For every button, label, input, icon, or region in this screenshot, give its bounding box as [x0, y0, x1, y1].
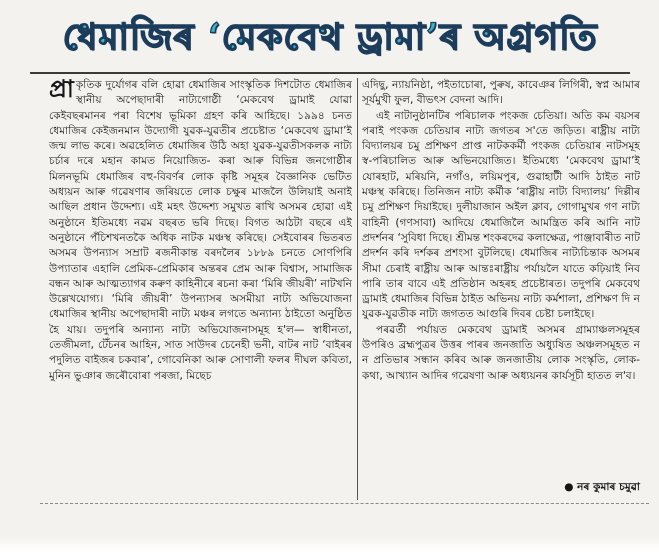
paragraph-1 [49, 78, 352, 384]
paragraph-4: পৰৱৰ্তী পৰ্যায়ত মেকবেথ ড্ৰামাই অসমৰ গ্ৰাম্যাঞ্চলসমূহৰ উপৰিও ব্ৰহ্মপুত্ৰৰ উত্তৰ পাৰৰ জনজাতি অধ্যুষিত অঞ্চলসমূহত ন ন প্ৰতিভাৰ সন্ধান কৰিব আৰু জনজাতীয় লোক সংস্কৃতি, লোক-কথা, আখ্যান আদিৰ গৱেষণা আৰু অধ্যয়নৰ কাৰ্যসূচী হাতত ল'ব। [362, 323, 640, 382]
left-column [49, 78, 352, 498]
headline-banner [30, 8, 630, 74]
column-divider [357, 78, 358, 500]
paragraph-1-text: কৃতিক দুৰ্যোগৰ বলি হোৱা ধেমাজিৰ সাংস্কৃতিক দিশটোত ধেমাজিৰ স্থানীয় অপেছাদাৰী নাট্যগোষ্ঠী ‘মেকবেথ ড্ৰামাই যোৱা কেইবছৰমানৰ পৰা বিশেষ ভূমিকা গ্ৰহণ কৰি আহিছে। ১৯৯৪ চনত ধেমাজিৰ কেইজনমান উদ্যোগী যুৱক-যুৱতীৰ প্ৰচেষ্টাত ‘মেকবেথ ড্ৰামা’ই জন্ম লাভ কৰে। অৱহেলিত ধেমাজিৰ উঠি অহা যুৱক-যুৱতীসকলক নাট্য চৰ্চাৰ দৰে মহান কামত নিয়োজিত- কৰা আৰু বিভিন্ন জনগোষ্ঠীৰ মিলনভূমি ধেমাজিৰ বহু-বিবৰ্ণৰ লোক কৃষ্টি সমূহৰ বৈজ্ঞানিক ভেটিত অধ্যয়ন আৰু গৱেষণাৰ জৰিয়তে লোক চক্ষুৰ মাজলৈ উলিয়াই অনাই আছিল প্ৰধান উদ্দেশ্য। এই মহৎ উদ্দেশ্য সমুখত ৰাখি অসমৰ হোৱা এই অনুষ্ঠানে ইতিমধ্যে নৱম বছৰত ভৰি দিছে। বিগত আঠটা বছৰে এই অনুষ্ঠানে পঁচিশখনতকৈ অধিক নাটক মঞ্চস্থ কৰিছে। সেইবোৰৰ ভিতৰত অসমৰ উপন্যাস সম্ৰাট ৰজনীকান্ত বৰদলৈৰ ১৮৮৯ চনতে সোণপিৰি উপ্যাতাৰ এহালি প্ৰেমিক-প্ৰেমিকাৰ অন্তৰৰ প্ৰেম আৰু বিশ্বাস, সামাজিক বন্ধন আৰু আত্মত্যাগৰ কৰুণ কাহিনীৰে ৰচনা কৰা ‘মিৰি জীয়ৰী’ নাটখনি উল্লেখযোগ্য। ‘মিৰি জীয়ৰী’ উপন্যাসৰ অসমীয়া নাট্য অভিযোজনা ধেমাজিৰ স্থানীয় অপেছাদাৰী নাট্য মঞ্চৰ লগতে অন্যান্য ঠাইতো অনুষ্ঠিত হৈ যায়। তদুপৰি অন্যান্য নাট্য অভিযোজনাসমূহ হ'ল— স্বাধীনতা, তেজীমলা, টেঁচনৰ আহিন, সাত সাউদৰ চেনেহী ভনী, বাটৰ নাট ‘বাইৰৰ পদুলিত বাইজৰ চকবাৰ’, গোবেনিকা আৰু সোণালী ফলৰ দীঘল কবিতা, মুনিন ভুঞাৰ জৰৌবোৰা পৰজা, মিছেচ [49, 79, 352, 382]
paragraph-2: এদিছু, ন্যায়নিষ্ঠা, পইতাচোৰা, পুৰুষ, কাবেঞৰ লিগিৰী, স্বপ্ন আমাৰ সূৰ্যমুখী ফুল, বীভৎস বেদনা আদি। [362, 79, 640, 107]
bottom-border [40, 503, 649, 508]
paragraph-3: এই নাটানুষ্ঠানটিৰ পৰিচালক পংকজ চেতিয়া। অতি কম বয়সৰ পৰাই পংকজ চেতিয়াৰ নাট্য জগতৰ স'তে জড়িত। ৰাষ্ট্ৰীয় নাট্য বিদ্যালয়ৰ চমু প্ৰশিক্ষণ প্ৰাপ্ত নাটককৰ্মী পংকজ চেতিয়াৰ নাটসমূহ স্ব-পৰিচালিত আৰু অভিনয়োজিত। ইতিমধ্যে ‘মেকবেথ ড্ৰামা’ই যোৰহাট, মৰিয়নি, নগাঁও, লয়িমপুৰ, গুৱাহাটী আদি ঠাইত নাট মঞ্চস্থ কৰিছে। তিনিজন নাট্য কৰ্মীক ‘ৰাষ্ট্ৰীয় নাট্য বিদ্যালয়’ দিল্লীৰ চমু প্ৰশিক্ষণ দিয়াইছে। দুলীয়াজান অইল ক্লাব, গোগামুখৰ গণ নাট্য বাহিনী (গণসাবা) আদিয়ে ধেমাজিলৈ আমন্ত্ৰিত কৰি আনি নাট প্ৰদৰ্শনৰ ‘সুবিধা দিছে। শ্ৰীমন্ত শংকৰদেৱ কলাক্ষেত্ৰ, পাঞ্জাবাৰীত নাট প্ৰদৰ্শন কৰি দৰ্শকৰ প্ৰশংসা বুটলিছে। ধেমাজিৰ নাট্যচিন্তাক অসমৰ সীমা চেৰাই ৰাষ্ট্ৰীয় আৰু আন্তঃৰাষ্ট্ৰীয় পৰ্যায়লৈ যাতে কঢ়িয়াই নিব পাৰি তাৰ বাবে এই প্ৰতিষ্ঠান অহৰহ প্ৰচেষ্টাৰত। তদুপৰি মেকবেথ ড্ৰামাই ধেমাজিৰ বিভিন্ন ঠাইত অভিনয় নাট্য কৰ্মশালা, প্ৰশিক্ষণ দি ন যুৱক-যুৱতীক নাট্য জগতত আগুৰি দিবৰ চেষ্টা চলাইছে। [362, 109, 640, 321]
byline: ● নৰ কুমাৰ চমুৱা [564, 481, 640, 493]
right-column [362, 78, 640, 498]
headline: ধেমাজিৰ ‘মেকবেথ ড্ৰামা’ৰ অগ্ৰগতি [62, 16, 598, 58]
drop-cap: প্ৰা [49, 78, 74, 103]
